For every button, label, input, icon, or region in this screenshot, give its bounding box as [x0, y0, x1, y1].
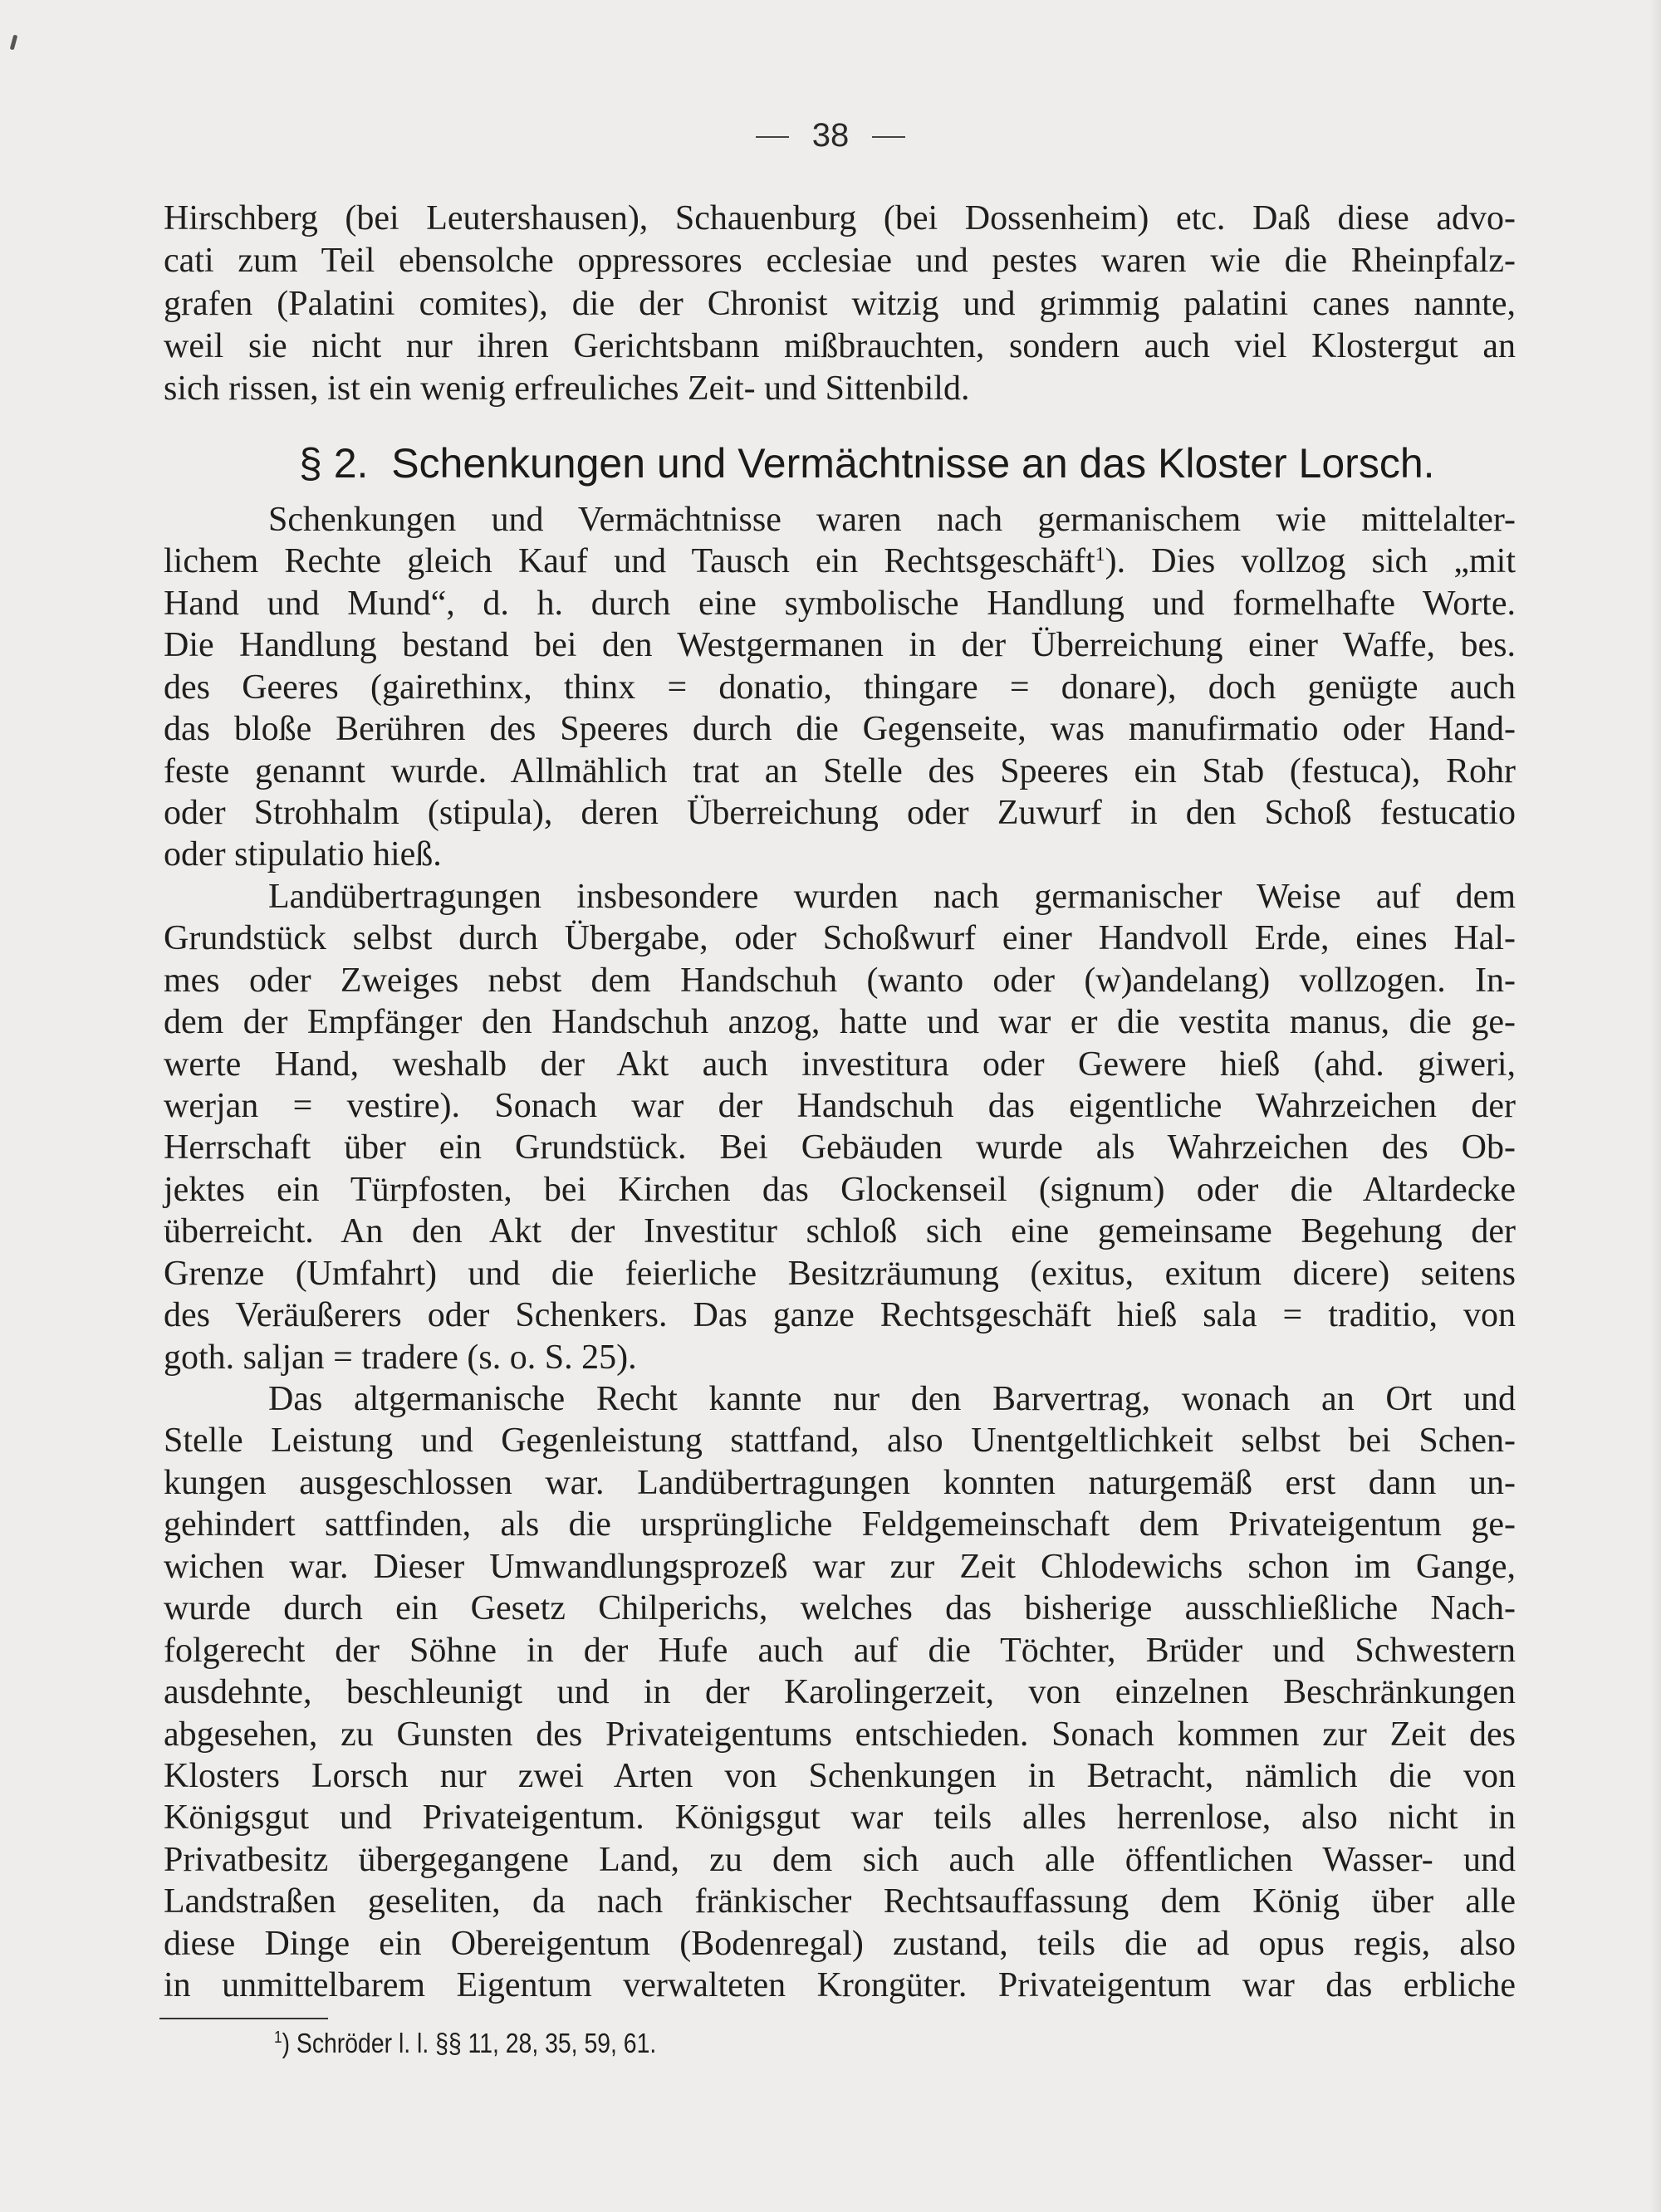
text-line: sich rissen, ist ein wenig erfreuliches Zeit- und Sittenbild.: [164, 369, 970, 408]
text-line: wichen war. Dieser Umwandlungsprozeß war zur Zeit Chlodewichs schon im Gange,: [164, 1548, 1516, 1586]
text-line: Hand und Mund“, d. h. durch eine symbolische Handlung und formelhafte Worte.: [164, 585, 1516, 623]
text-line: weil sie nicht nur ihren Gerichtsbann mißbrauchten, sondern auch viel Klostergut an: [164, 327, 1516, 365]
section-heading: [299, 438, 1435, 488]
text-line: abgesehen, zu Gunsten des Privateigentums entschieden. Sonach kommen zur Zeit des: [164, 1715, 1516, 1754]
text-line: werjan = vestire). Sonach war der Handschuh das eigentliche Wahrzeichen der: [164, 1087, 1516, 1125]
section-title: Schenkungen und Vermächtnisse an das Kloster Lorsch.: [391, 440, 1435, 487]
text-line: Stelle Leistung und Gegenleistung stattfand, also Unentgeltlichkeit selbst bei Schen-: [164, 1422, 1516, 1460]
page-number-value: 38: [811, 117, 850, 154]
text-line: diese Dinge ein Obereigentum (Bodenregal) zustand, teils die ad opus regis, also: [164, 1925, 1516, 1963]
text-line: jektes ein Türpfosten, bei Kirchen das Glockenseil (signum) oder die Altardecke: [164, 1171, 1516, 1209]
text-line: werte Hand, weshalb der Akt auch investitura oder Gewere hieß (ahd. giweri,: [164, 1045, 1516, 1084]
text-line: wurde durch ein Gesetz Chilperichs, welches das bisherige ausschließliche Nach-: [164, 1589, 1516, 1627]
text-line: Die Handlung bestand bei den Westgermanen in der Überreichung einer Waffe, bes.: [164, 626, 1516, 664]
text-line: Schenkungen und Vermächtnisse waren nach germanischem wie mittelalter-: [268, 501, 1516, 539]
text-line: Das altgermanische Recht kannte nur den Barvertrag, wonach an Ort und: [268, 1380, 1516, 1418]
text-line: kungen ausgeschlossen war. Landübertragungen konnten naturgemäß erst dann un-: [164, 1464, 1516, 1502]
footnote-ref[interactable]: 1: [1095, 544, 1105, 565]
text-line: ausdehnte, beschleunigt und in der Karolingerzeit, von einzelnen Beschränkungen: [164, 1673, 1516, 1711]
text-line: des Geeres (gairethinx, thinx = donatio, thingare = donare), doch genügte auch: [164, 668, 1516, 707]
page-edge-shadow: [1649, 0, 1661, 2212]
text-line: grafen (Palatini comites), die der Chronist witzig und grimmig palatini canes nannte,: [164, 285, 1516, 323]
text-line: Grenze (Umfahrt) und die feierliche Besitzräumung (exitus, exitum dicere) seitens: [164, 1255, 1516, 1293]
text-line: Herrschaft über ein Grundstück. Bei Gebäuden wurde als Wahrzeichen des Ob-: [164, 1128, 1516, 1167]
text-line: Grundstück selbst durch Übergabe, oder Schoßwurf einer Handvoll Erde, eines Hal-: [164, 919, 1516, 957]
text-line: cati zum Teil ebensolche oppressores ecclesiae und pestes waren wie die Rheinpfalz-: [164, 242, 1516, 280]
page-number: [0, 115, 1661, 156]
text-segment: lichem Rechte gleich Kauf und Tausch ein Rechtsgeschäft: [164, 542, 1095, 580]
text-line: Landstraßen geseliten, da nach fränkischer Rechtsauffassung dem König über alle: [164, 1882, 1516, 1921]
text-line: Privatbesitz übergegangene Land, zu dem sich auch alle öffentlichen Wasser- und: [164, 1841, 1516, 1879]
text-line: in unmittelbarem Eigentum verwalteten Krongüter. Privateigentum war das erbliche: [164, 1966, 1516, 2004]
text-segment: ). Dies vollzog sich „mit: [1105, 542, 1516, 580]
text-line: Königsgut und Privateigentum. Königsgut war teils alles herrenlose, also nicht in: [164, 1798, 1516, 1837]
text-line: oder Strohhalm (stipula), deren Überreichung oder Zuwurf in den Schoß festucatio: [164, 794, 1516, 832]
text-line-with-footnote-ref: [164, 541, 1516, 582]
footnote: [274, 2026, 656, 2061]
scan-speck: [10, 35, 17, 51]
footnote-rule: [159, 2018, 328, 2019]
text-line: das bloße Berühren des Speeres durch die Gegenseite, was manufirmatio oder Hand-: [164, 710, 1516, 748]
text-line: feste genannt wurde. Allmählich trat an Stelle des Speeres ein Stab (festuca), Rohr: [164, 752, 1516, 790]
footnote-text: ) Schröder l. l. §§ 11, 28, 35, 59, 61.: [282, 2028, 657, 2058]
dash-right: [872, 136, 905, 138]
text-line: folgerecht der Söhne in der Hufe auch auf die Töchter, Brüder und Schwestern: [164, 1632, 1516, 1670]
text-line: Klosters Lorsch nur zwei Arten von Schenkungen in Betracht, nämlich die von: [164, 1757, 1516, 1795]
text-line: goth. saljan = tradere (s. o. S. 25).: [164, 1338, 637, 1377]
text-line: oder stipulatio hieß.: [164, 835, 442, 874]
footnote-marker: 1: [274, 2028, 282, 2047]
text-line: des Veräußerers oder Schenkers. Das ganze Rechtsgeschäft hieß sala = traditio, von: [164, 1296, 1516, 1334]
text-line: Landübertragungen insbesondere wurden nach germanischer Weise auf dem: [268, 878, 1516, 916]
text-line: dem der Empfänger den Handschuh anzog, hatte und war er die vestita manus, die ge-: [164, 1003, 1516, 1041]
text-line: mes oder Zweiges nebst dem Handschuh (wanto oder (w)andelang) vollzogen. In-: [164, 962, 1516, 1000]
text-line: Hirschberg (bei Leutershausen), Schauenburg (bei Dossenheim) etc. Daß diese advo-: [164, 199, 1516, 237]
text-line: überreicht. An den Akt der Investitur schloß sich eine gemeinsame Begehung der: [164, 1212, 1516, 1250]
section-number: § 2.: [299, 440, 369, 487]
dash-left: [756, 136, 789, 138]
text-line: gehindert sattfinden, als die ursprüngliche Feldgemeinschaft dem Privateigentum ge-: [164, 1505, 1516, 1544]
